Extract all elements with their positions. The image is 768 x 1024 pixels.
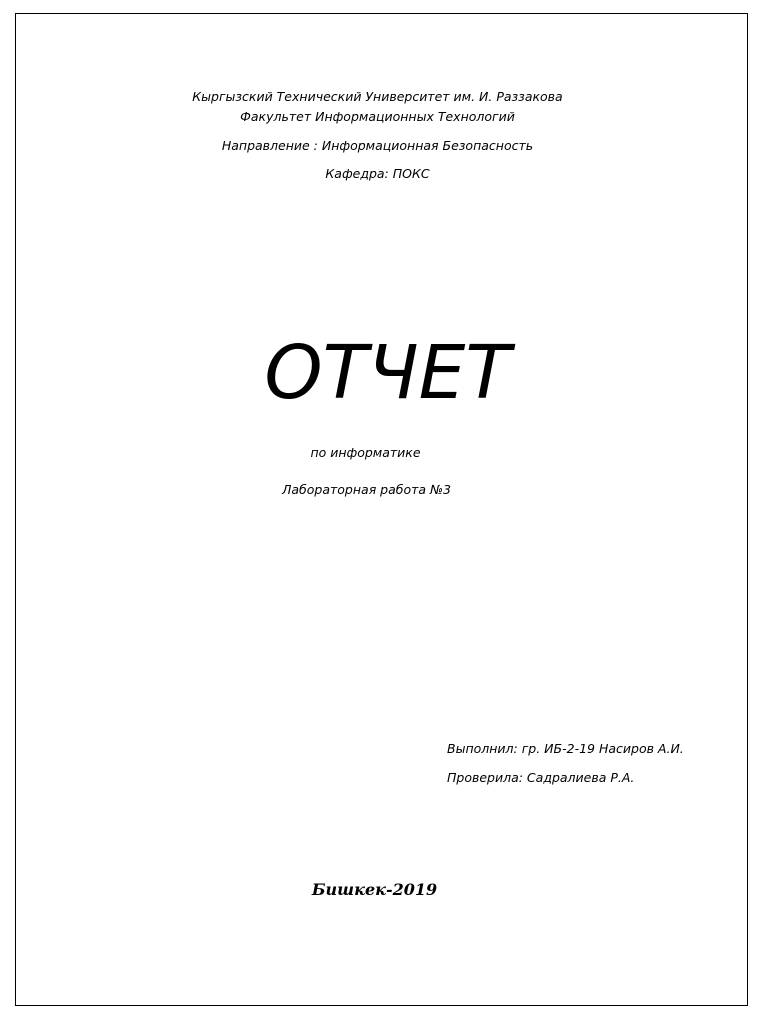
city-year: Бишкек-2019 [311, 880, 438, 899]
report-title: ОТЧЕТ [264, 330, 511, 416]
direction-name: Направление : Информационная Безопасность [221, 138, 534, 153]
department-name: Кафедра: ПОКС [325, 166, 430, 181]
report-subject: по информатике [310, 445, 421, 460]
faculty-name: Факультет Информационных Технологий [240, 109, 515, 124]
document-page [15, 13, 748, 1006]
lab-work-number: Лабораторная работа №3 [281, 482, 452, 497]
performed-by: Выполнил: гр. ИБ-2-19 Насиров А.И. [447, 741, 684, 756]
checked-by: Проверила: Садралиева Р.А. [447, 770, 635, 785]
university-name: Кыргызский Технический Университет им. И. Раззакова [192, 89, 563, 104]
